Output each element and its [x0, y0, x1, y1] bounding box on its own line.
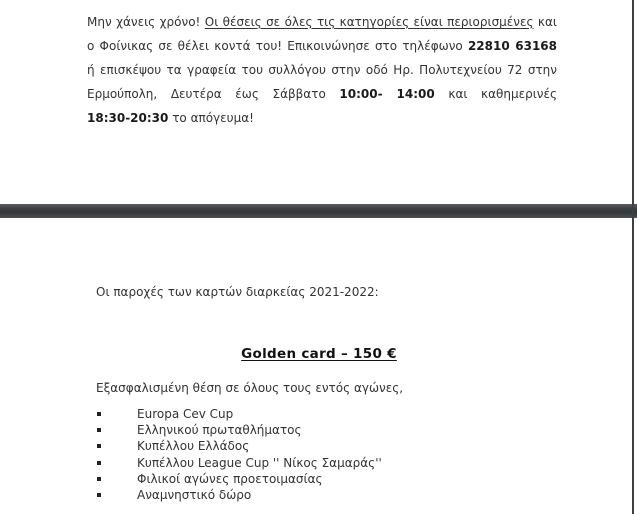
paragraph-line — [87, 58, 557, 82]
text-segment: ο Φοίνικας σε θέλει κοντά του! Επικοινώνησε στο τηλέφωνο — [87, 39, 468, 53]
list-item-label: Κυπέλλου Ελλάδος — [137, 439, 250, 454]
square-bullet-icon — [97, 493, 101, 497]
list-item — [96, 487, 536, 503]
page-gap-divider — [0, 204, 637, 218]
list-item-label: Ελληνικού πρωταθλήματος — [137, 423, 302, 438]
list-item-label: Europa Cev Cup — [137, 407, 234, 422]
text-segment: και καθημερινές — [434, 87, 557, 101]
intro-paragraph — [87, 10, 557, 130]
list-item-label: Κυπέλλου League Cup '' Νίκος Σαμαράς'' — [137, 455, 382, 470]
list-item — [96, 406, 536, 422]
square-bullet-icon — [97, 461, 101, 465]
document-page-1 — [0, 0, 637, 204]
text-segment: 22810 63168 — [467, 39, 557, 53]
card-heading-wrap — [88, 343, 550, 362]
list-item — [96, 438, 536, 454]
square-bullet-icon — [97, 428, 101, 432]
text-segment: 10:00- 14:00 — [339, 87, 435, 101]
text-segment: το απόγευμα! — [168, 111, 254, 125]
list-item — [96, 471, 536, 487]
benefits-list — [96, 406, 536, 503]
text-segment: ή επισκέψου τα γραφεία του συλλόγου στην οδό Ηρ. Πολυτεχνείου 72 στην — [87, 63, 557, 77]
square-bullet-icon — [97, 412, 101, 416]
list-item — [96, 455, 536, 471]
paragraph-line — [87, 10, 557, 34]
list-item-label: Φιλικοί αγώνες προετοιμασίας — [137, 471, 323, 486]
text-segment: Μην χάνεις χρόνο! — [87, 15, 205, 29]
window-right-border — [632, 0, 634, 514]
text-segment: 18:30-20:30 — [87, 111, 169, 125]
square-bullet-icon — [97, 444, 101, 448]
season-cards-intro: Οι παροχές των καρτών διαρκείας 2021-2022: — [96, 285, 379, 299]
benefits-subheading: Εξασφαλισμένη θέση σε όλους τους εντός αγώνες, — [96, 381, 404, 395]
list-item-label: Αναμνηστικό δώρο — [137, 488, 252, 503]
paragraph-line — [87, 106, 557, 130]
text-segment: Ερμούπολη, Δευτέρα έως Σάββατο — [87, 87, 340, 101]
text-segment: και — [533, 15, 557, 29]
golden-card-heading: Golden card – 150 € — [241, 346, 397, 362]
text-segment: Οι θέσεις σε όλες τις κατηγορίες είναι περιορισμένες — [204, 15, 534, 29]
square-bullet-icon — [97, 477, 101, 481]
paragraph-line — [87, 82, 557, 106]
paragraph-line — [87, 34, 557, 58]
list-item — [96, 422, 536, 438]
